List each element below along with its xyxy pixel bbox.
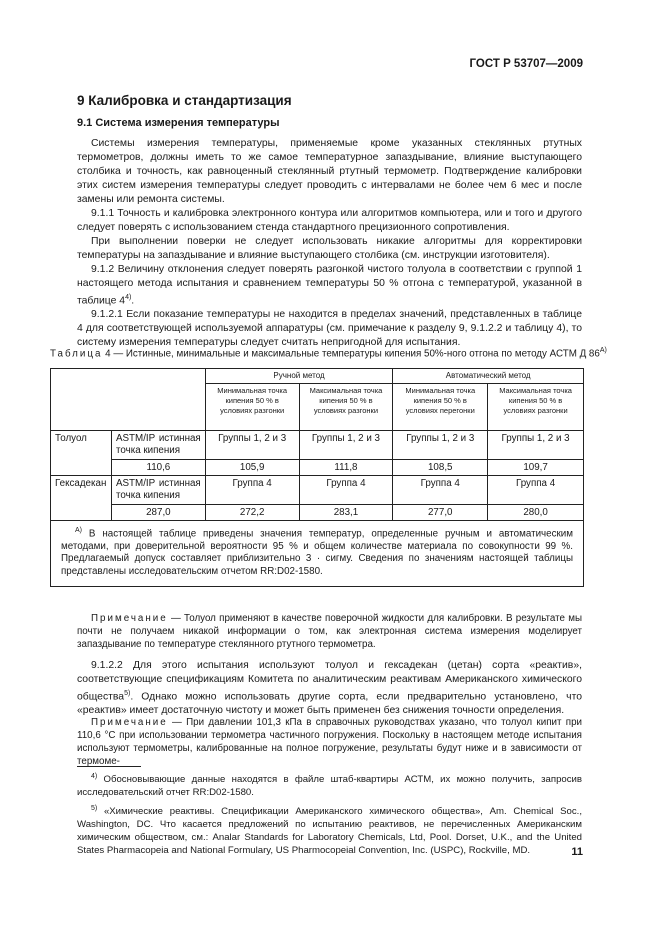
paragraph xyxy=(77,659,582,718)
column-header: Максимальная точка кипения 50 % в условиях разгонки xyxy=(299,384,393,431)
paragraph: При выполнении поверки не следует использовать никакие алгоритмы для корректировки температуры на запаздывание и влияние выступающего столбика (см. инструкции изготовителя). xyxy=(77,236,582,261)
table-corner xyxy=(51,369,206,431)
table-footnote-text: В настоящей таблице приведены значения температур, определенные ручным и автоматическим методами, при доверительной вероятности 95 % и общем количестве материала по совокупности 99 %. Предлагаемый допуск составляет приблизительно 3 · сигму. Сведения по значениям настоящей таблицы представлены исследовательским отчетом RR:D02-1580. xyxy=(61,528,573,577)
note-label: Примечание xyxy=(91,717,168,728)
body-text-2 xyxy=(77,659,582,718)
table-cell: Группы 1, 2 и 3 xyxy=(299,431,393,460)
paragraph-text: . Однако можно использовать другие сорта, если предварительно установлено, что «реактив» имеет достаточную чистоту и может быть применен без снижения точности определения. xyxy=(77,691,582,717)
table-cell: 110,6 xyxy=(111,460,205,476)
footnote-ref: А) xyxy=(75,527,82,534)
note-paragraph xyxy=(77,612,582,651)
row-label: ASTM/IP истинная точка кипения xyxy=(111,476,205,505)
column-header: Минимальная точка кипения 50 % в условиях разгонки xyxy=(205,384,299,431)
table-cell: 287,0 xyxy=(111,505,205,521)
document-number: ГОСТ Р 53707—2009 xyxy=(469,58,583,70)
note-text: — Толуол применяют в качестве поверочной жидкости для калибровки. В результате мы почти не получаем никакой информации о том, как электронная система измерения моделирует запаздывание по температуре стеклянного ртутного термометра. xyxy=(77,613,582,650)
footnote xyxy=(77,802,582,857)
note-2 xyxy=(77,716,582,768)
group-header-manual: Ручной метод xyxy=(205,369,393,384)
table-caption xyxy=(50,347,607,359)
row-name: Толуол xyxy=(51,431,112,476)
note-paragraph xyxy=(77,716,582,768)
footnote-mark: 5) xyxy=(91,805,98,813)
table-cell: Группа 4 xyxy=(488,476,584,505)
table-cell: Группа 4 xyxy=(299,476,393,505)
table-cell: 108,5 xyxy=(393,460,488,476)
section-title: 9 Калибровка и стандартизация xyxy=(77,93,292,108)
paragraph-text: 9.1.2 Величину отклонения следует поверять разгонкой чистого толуола в соответствии с группой 1 настоящего метода испытания и сравнением температуры 50 % отгона с температурой, указанной в таблице 4 xyxy=(77,264,582,307)
table-footnote xyxy=(51,521,584,587)
table-cell: 283,1 xyxy=(299,505,393,521)
note-label: Примечание xyxy=(91,613,168,624)
paragraph: 9.1.2.1 Если показание температуры не находится в пределах значений, представленных в таблице 4 для соответствующей используемой аппаратуры (см. примечание к разделу 9, 9.1.2.2 и таблицу 4), то систему измерения температуры следует считать непригодной для испытания. xyxy=(77,309,582,349)
page-number: 11 xyxy=(571,846,583,858)
footnote-separator xyxy=(77,766,141,767)
table-cell: 280,0 xyxy=(488,505,584,521)
row-name: Гексадекан xyxy=(51,476,112,521)
footnote-ref: 4) xyxy=(125,294,132,301)
paragraph-text: 9.1.2.2 Для этого испытания используют толуол и гексадекан (цетан) сорта «реактив», соответствующие спецификациям Комитета по аналитическим реактивам Американского химического общества xyxy=(77,660,582,703)
table-cell: Группа 4 xyxy=(205,476,299,505)
column-header: Максимальная точка кипения 50 % в условиях разгонки xyxy=(488,384,584,431)
row-label: ASTM/IP истинная точка кипения xyxy=(111,431,205,460)
table-cell: 109,7 xyxy=(488,460,584,476)
footnote-ref: А) xyxy=(599,347,607,354)
table-cell: 272,2 xyxy=(205,505,299,521)
table-cell: 111,8 xyxy=(299,460,393,476)
subsection-title: 9.1 Система измерения температуры xyxy=(77,117,280,129)
footnote-mark: 4) xyxy=(91,773,98,780)
table-cell: Группы 1, 2 и 3 xyxy=(393,431,488,460)
group-header-auto: Автоматический метод xyxy=(393,369,584,384)
table-caption-text: 4 — Истинные, минимальные и максимальные температуры кипения 50%-ного отгона по методу АСТМ Д 86 xyxy=(102,348,600,360)
footnote-ref: 5) xyxy=(124,690,131,697)
column-header: Минимальная точка кипения 50 % в условиях перегонки xyxy=(393,384,488,431)
footnote-text: Обосновывающие данные находятся в файле штаб-квартиры АСТМ, их можно получить, запросив исследовательский отчет RR:D02-1580. xyxy=(77,774,582,799)
footnote-text: «Химические реактивы. Спецификации Американского химического общества», Am. Chemical Soc., Washington, DC. Что касается предложений по испытанию реактивов, не перечисленных Американским химическим обществом, см.: Analar Standards for Laboratory Chemicals, Ltd, Pool. Dorset, U.K., and the United States Pharmacopeia and National Formulary, US Pharmocopeial Convention, Inc. (USPC), Rockville, MD. xyxy=(77,806,582,857)
table-cell: Группа 4 xyxy=(393,476,488,505)
table-cell: Группы 1, 2 и 3 xyxy=(488,431,584,460)
paragraph: Системы измерения температуры, применяемые кроме указанных стеклянных ртутных термометров, должны иметь то же самое температурное запаздывание, влияние выступающего столбика и точность, как равноценный стеклянный ртутный термометр. Подтверждение калибровки этих систем измерения температуры следует проводить с интервалами не более чем 6 мес и после замены или ремонта системы. xyxy=(77,138,582,205)
paragraph: 9.1.1 Точность и калибровка электронного контура или алгоритмов компьютера, или и того и другого следует поверять с использованием стенда стандартного прецизионного сопротивления. xyxy=(77,208,582,233)
paragraph: 9.1.2 Величину отклонения следует поверять разгонкой чистого толуола в соответствии с группой 1 настоящего метода испытания и сравнением температуры 50 % отгона с температурой, указанной в таблице 4$^{4)}$. xyxy=(77,264,582,307)
footnotes xyxy=(77,770,582,857)
table-boiling-points xyxy=(50,368,584,587)
body-text xyxy=(77,137,582,350)
note-text: — При давлении 101,3 кПа в справочных руководствах указано, что толуол кипит при 110,6 °С при использовании термометра частичного погружения. Поскольку в настоящем методе испытания используют термометры, калиброванные на полное погружение, результаты будут ниже и в зависимости от термоме- xyxy=(77,717,582,767)
table-caption-label: Таблица xyxy=(50,348,103,360)
table-cell: Группы 1, 2 и 3 xyxy=(205,431,299,460)
note-1 xyxy=(77,612,582,651)
table-cell: 277,0 xyxy=(393,505,488,521)
footnote xyxy=(77,770,582,799)
table-cell: 105,9 xyxy=(205,460,299,476)
